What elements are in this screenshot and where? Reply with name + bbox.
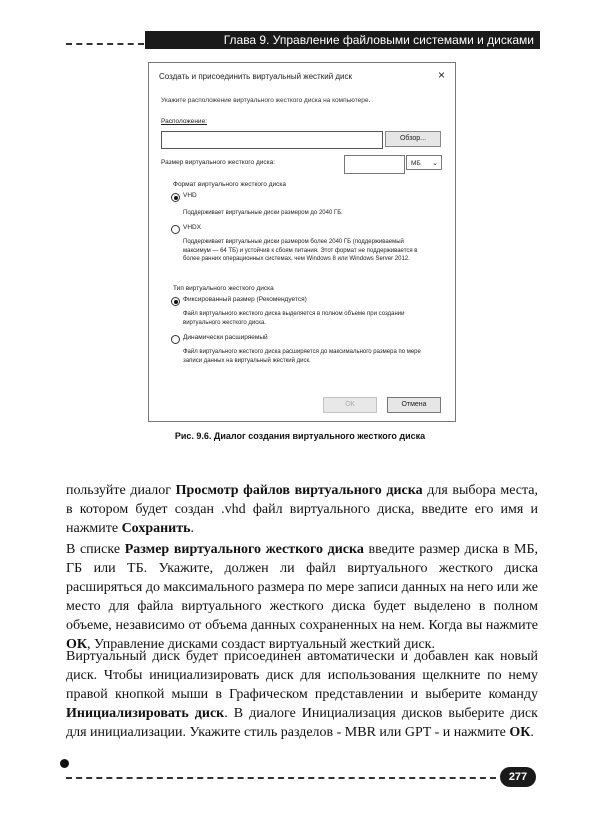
unit-select[interactable] bbox=[406, 155, 442, 170]
type-group-label: Тип виртуального жесткого диска bbox=[173, 285, 274, 292]
vhdx-label[interactable]: VHDX bbox=[183, 224, 202, 231]
size-label: Размер виртуального жесткого диска: bbox=[161, 159, 276, 166]
footer-bullet bbox=[60, 759, 69, 768]
dialog-title: Создать и присоединить виртуальный жесткий диск bbox=[159, 72, 353, 81]
vhd-description: Поддерживает виртуальные диски размером до 2040 ГБ. bbox=[183, 210, 343, 216]
chapter-header: Глава 9. Управление файловыми системами и дисками bbox=[145, 31, 540, 49]
close-icon[interactable]: × bbox=[437, 68, 445, 82]
location-label: Расположение: bbox=[161, 118, 207, 125]
paragraph-1: пользуйте диалог Просмотр файлов виртуального диска для выбора места, в котором будет создан .vhd файл виртуального диска, введите его имя и нажмите Сохранить. bbox=[66, 483, 539, 536]
fixed-size-radio[interactable] bbox=[171, 297, 180, 306]
page-number: 277 bbox=[500, 767, 536, 787]
dynamic-description: Файл виртуального жесткого диска расширяется до максимального размера по мере записи данных на виртуальный жесткий диск. bbox=[183, 349, 421, 364]
vhdx-radio[interactable] bbox=[171, 225, 180, 234]
fixed-size-description: Файл виртуального жесткого диска выделяется в полном объеме при создании виртуального жесткого диска. bbox=[183, 311, 405, 326]
create-vhd-dialog bbox=[148, 62, 456, 422]
dialog-instruction: Укажите расположение виртуального жесткого диска на компьютере. bbox=[161, 97, 371, 104]
format-group-label: Формат виртуального жесткого диска bbox=[173, 181, 286, 188]
paragraph-2: В списке Размер виртуального жесткого диска введите размер диска в МБ, ГБ или ТБ. Укажите, должен ли файл виртуального жесткого диска расширяться до максимального размера по мере записи данных на него или же место для файла виртуального жесткого диска будет выделено в полном объеме, независимо от объема данных сохраненных на нем. Когда вы нажмите ОК, Управление дисками создаст виртуальный жесткий диск. bbox=[66, 542, 538, 652]
chevron-down-icon: ⌄ bbox=[432, 160, 438, 167]
dynamic-radio[interactable] bbox=[171, 335, 180, 344]
size-input[interactable] bbox=[344, 155, 405, 174]
dynamic-label[interactable]: Динамически расширяемый bbox=[183, 334, 268, 341]
fixed-size-label[interactable]: Фиксированный размер (Рекомендуется) bbox=[183, 296, 307, 303]
paragraph-3: Виртуальный диск будет присоединен автоматически и добавлен как новый диск. Чтобы инициализировать диск для использования щелкните по нему правой кнопкой мыши в Графическом представлении и выберите команду Инициализировать диск. В диалоге Инициализация дисков выберите диск для инициализации. Укажите стиль разделов - MBR или GPT - и нажмите ОК. bbox=[66, 649, 538, 740]
vhd-label[interactable]: VHD bbox=[183, 192, 197, 199]
vhd-radio[interactable] bbox=[171, 193, 180, 202]
vhdx-description: Поддерживает виртуальные диски размером более 2040 ГБ (поддерживаемый максимум — 64 ТБ) и устойчив к сбоям питания. Этот формат не поддерживается в более ранних операционных системах, чем Windows 8 или Windows Server 2012. bbox=[183, 239, 418, 263]
browse-button[interactable]: Обзор... bbox=[385, 131, 441, 147]
footer-dashed-rule bbox=[66, 777, 496, 779]
header-dashed-rule bbox=[66, 43, 144, 45]
location-input[interactable] bbox=[161, 131, 383, 149]
figure-caption: Рис. 9.6. Диалог создания виртуального жесткого диска bbox=[174, 431, 426, 441]
unit-select-value: МБ bbox=[411, 160, 421, 167]
ok-button[interactable]: ОК bbox=[323, 397, 377, 413]
cancel-button[interactable]: Отмена bbox=[387, 397, 441, 413]
